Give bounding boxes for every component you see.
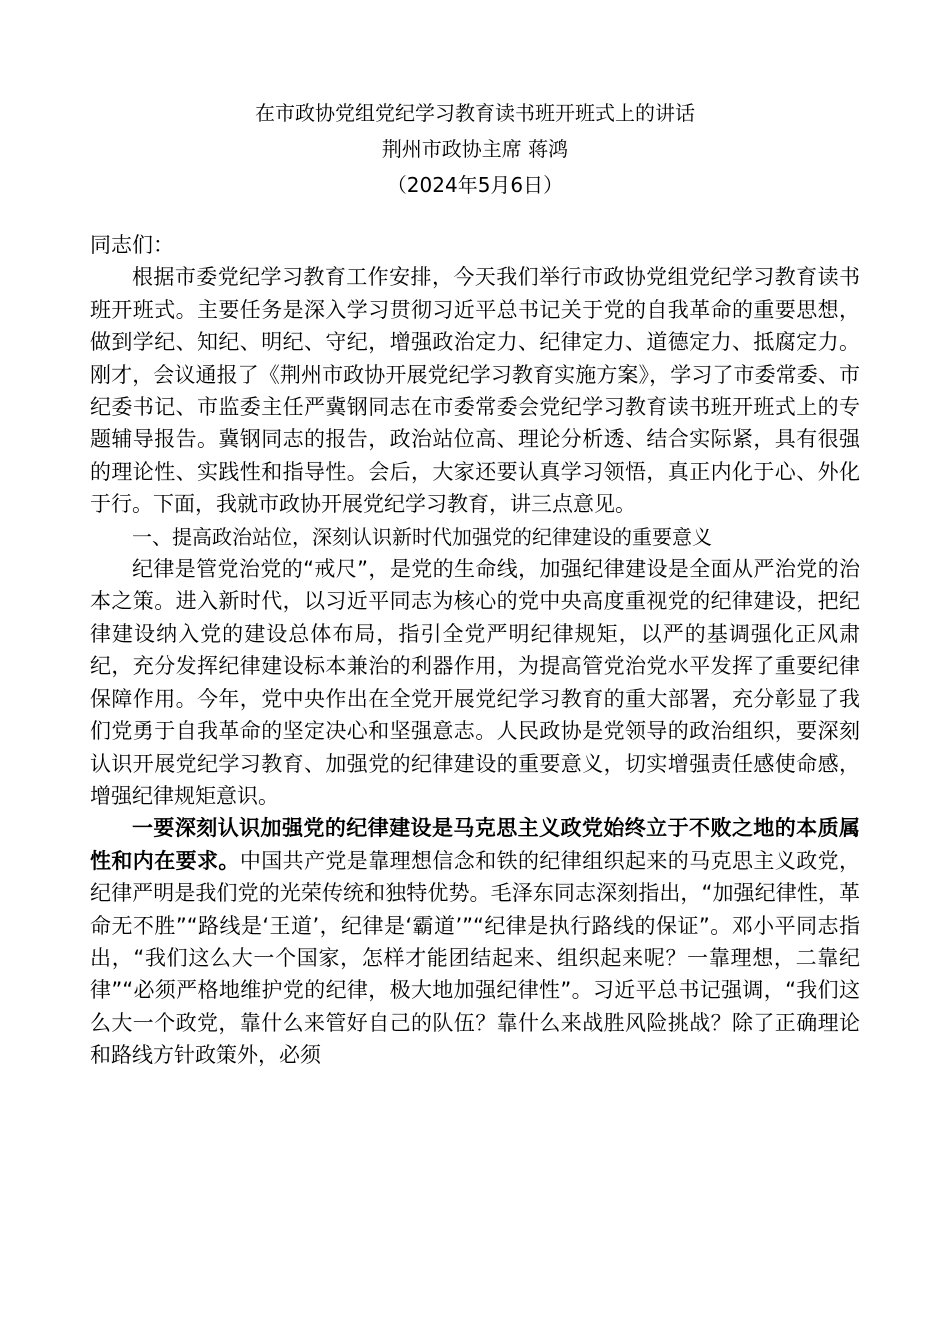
section-heading-1: 一、提高政治站位，深刻认识新时代加强党的纪律建设的重要意义 <box>132 524 712 549</box>
paragraph-intro: 根据市委党纪学习教育工作安排，今天我们举行市政协党组党纪学习教育读书班开班式。主要任务是深入学习贯彻习近平总书记关于党的自我革命的重要思想，做到学纪、知纪、明纪、守纪，增强政治定力、纪律定力、道德定力、抵腐定力。刚才，会议通报了《荆州市政协开展党纪学习教育实施方案》，学习了市委常委、市纪委书记、市监委主任严冀钢同志在市委常委会党纪学习教育读书班开班式上的专题辅导报告。冀钢同志的报告，政治站位高、理论分析透、结合实际紧，具有很强的理论性、实践性和指导性。会后，大家还要认真学习领悟，真正内化于心、外化于行。下面，我就市政协开展党纪学习教育，讲三点意见。 <box>90 265 860 517</box>
paragraph-point-one <box>90 812 860 1071</box>
salutation: 同志们： <box>90 233 174 257</box>
paragraph-discipline: 纪律是管党治党的“戒尺”，是党的生命线，加强纪律建设是全面从严治党的治本之策。进入新时代，以习近平同志为核心的党中央高度重视党的纪律建设，把纪律建设纳入党的建设总体布局，指引全党严明纪律规矩，以严的基调强化正风肃纪，充分发挥纪律建设标本兼治的利器作用，为提高管党治党水平发挥了重要纪律保障作用。今年，党中央作出在全党开展党纪学习教育的重大部署，充分彰显了我们党勇于自我革命的坚定决心和坚强意志。人民政协是党领导的政治组织，要深刻认识开展党纪学习教育、加强党的纪律建设的重要意义，切实增强责任感使命感，增强纪律规矩意识。 <box>90 557 860 808</box>
title-block <box>90 95 860 203</box>
point-one-lead: 一要深刻认识加强党的纪律建设是马克思主义政党始终立于不败之地的本质属性和内在要求。 <box>90 816 860 873</box>
document-title: 在市政协党组党纪学习教育读书班开班式上的讲话 <box>255 101 695 125</box>
document-page <box>90 95 860 1072</box>
date-line: （2024年5月6日） <box>386 173 564 197</box>
speaker-line: 荆州市政协主席 蒋鸿 <box>381 137 569 161</box>
point-one-body: 中国共产党是靠理想信念和铁的纪律组织起来的马克思主义政党，纪律严明是我们党的光荣传统和独特优势。毛泽东同志深刻指出，“加强纪律性，革命无不胜”“路线是‘王道’，纪律是‘霸道’”“纪律是执行路线的保证”。邓小平同志指出，“我们这么大一个国家，怎样才能团结起来、组织起来呢？一靠理想，二靠纪律”“必须严格地维护党的纪律，极大地加强纪律性”。习近平总书记强调，“我们这么大一个政党，靠什么来管好自己的队伍？靠什么来战胜风险挑战？除了正确理论和路线方针政策外，必须 <box>90 848 861 1068</box>
